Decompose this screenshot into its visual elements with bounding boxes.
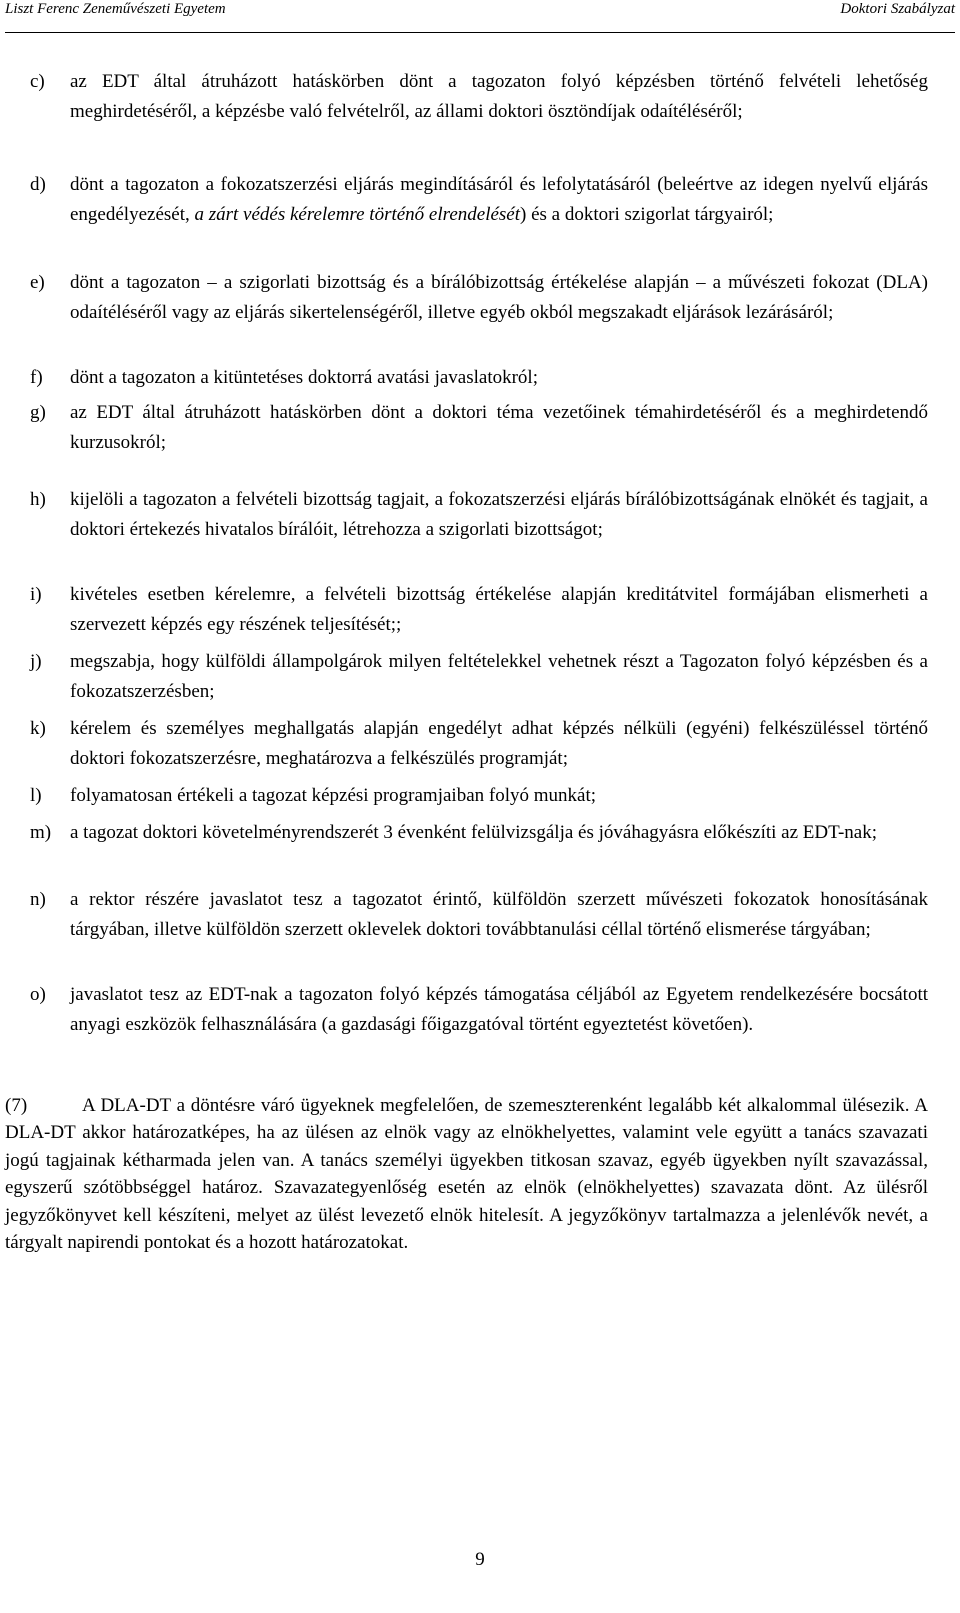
list-item-letter: e) [30, 272, 45, 293]
page-header [5, 0, 955, 33]
list-item-e [30, 268, 928, 328]
list-item-letter: m) [30, 822, 52, 843]
paragraph-text: A DLA-DT a döntésre váró ügyeknek megfelelően, de szemeszterenként legalább két alkalommal ülésezik. A DLA-DT akkor határozatképes, ha az ülésen az elnök vagy az elnökhelyettes, valamint vele együtt a tanács szavazati jogú tagjainak kétharmada jelen van. A tanács személyi ügyekben titkosan szavaz, egyéb ügyekben nyílt szavazással, egyszerű szótöbbséggel határoz. Szavazategyenlőség esetén az elnök (elnökhelyettes) szavazata dönt. Az ülésről jegyzőkönyvet kell készíteni, melyet az ülést levezető elnök hitelesít. A jegyzőkönyv tartalmazza a jelenlévők nevét, a tárgyalt napirendi pontokat és a hozott határozatokat. [5, 1095, 928, 1254]
list-item-h [30, 485, 928, 545]
list-item-l [30, 781, 928, 811]
list-item-k [30, 714, 928, 774]
list-item-c [30, 67, 928, 127]
list-item-letter: g) [30, 402, 46, 423]
list-item-text: megszabja, hogy külföldi állampolgárok milyen feltételekkel vehetnek részt a Tagozaton folyó képzésben és a fokozatszerzésben; [70, 651, 928, 702]
list-item-letter: j) [30, 651, 42, 672]
list-item-letter: o) [30, 984, 46, 1005]
list-item-f [30, 363, 928, 393]
paragraph-7 [5, 1092, 928, 1256]
paragraph-number: (7) [5, 1095, 28, 1116]
list-item-letter: c) [30, 71, 45, 92]
list-item-letter: h) [30, 489, 46, 510]
header-document-title: Doktori Szabályzat [840, 1, 955, 17]
list-item-letter: n) [30, 889, 46, 910]
list-item-letter: l) [30, 785, 42, 806]
list-item-m [30, 818, 928, 848]
list-item-o [30, 980, 928, 1040]
list-item-text: az EDT által átruházott hatáskörben dönt a tagozaton folyó képzésben történő felvételi lehetőség meghirdetéséről, a képzésbe való felvételről, az állami doktori ösztöndíjak odaítéléséről; [70, 71, 928, 122]
list-item-g [30, 398, 928, 458]
list-item-text: folyamatosan értékeli a tagozat képzési programjaiban folyó munkát; [70, 785, 596, 806]
list-item-text: dönt a tagozaton a fokozatszerzési eljárás megindításáról és lefolytatásáról (beleértve az idegen nyelvű eljárás engedélyezését, a zárt védés kérelemre történő elrendelését) és a doktori szigorlat tárgyairól; [70, 174, 928, 225]
italic-phrase: a zárt védés kérelemre történő elrendelését [194, 204, 521, 225]
list-item-text: az EDT által átruházott hatáskörben dönt a doktori téma vezetőinek témahirdetéséről és a meghirdetendő kurzusokról; [70, 402, 928, 453]
list-item-letter: i) [30, 584, 42, 605]
list-item-text: dönt a tagozaton a kitüntetéses doktorrá avatási javaslatokról; [70, 367, 538, 388]
list-item-d [30, 170, 928, 230]
list-item-text: a tagozat doktori követelményrendszerét 3 évenként felülvizsgálja és jóváhagyásra előkészíti az EDT-nak; [70, 822, 878, 843]
list-item-text: a rektor részére javaslatot tesz a tagozatot érintő, külföldön szerzett művészeti fokozatok honosításának tárgyában, illetve külföldön szerzett oklevelek doktori továbbtanulási céllal történő elismerése tárgyában; [70, 889, 928, 940]
list-item-letter: k) [30, 718, 46, 739]
list-item-letter: f) [30, 367, 43, 388]
list-item-n [30, 885, 928, 945]
list-item-text: kijelöli a tagozaton a felvételi bizottság tagjait, a fokozatszerzési eljárás bírálóbizottságának elnökét és tagjait, a doktori értekezés hivatalos bírálóit, létrehozza a szigorlati bizottságot; [70, 489, 928, 540]
list-item-text: dönt a tagozaton – a szigorlati bizottság és a bírálóbizottság értékelése alapján – a művészeti fokozat (DLA) odaítéléséről vagy az eljárás sikertelenségéről, illetve egyéb okból megszakadt eljárások lezárásáról; [70, 272, 928, 323]
page-number: 9 [475, 1549, 485, 1570]
list-item-j [30, 647, 928, 707]
list-item-text: kivételes esetben kérelemre, a felvételi bizottság értékelése alapján kreditátvitel formájában elismerheti a szervezett képzés egy részének teljesítését;; [70, 584, 928, 635]
list-item-letter: d) [30, 174, 46, 195]
header-university: Liszt Ferenc Zeneművészeti Egyetem [5, 1, 226, 17]
list-item-text: kérelem és személyes meghallgatás alapján engedélyt adhat képzés nélküli (egyéni) felkészüléssel történő doktori fokozatszerzésre, meghatározva a felkészülés programját; [70, 718, 928, 769]
list-item-text: javaslatot tesz az EDT-nak a tagozaton folyó képzés támogatása céljából az Egyetem rendelkezésére bocsátott anyagi eszközök felhasználására (a gazdasági főigazgatóval történt egyeztetést követően). [70, 984, 928, 1035]
list-item-i [30, 580, 928, 640]
